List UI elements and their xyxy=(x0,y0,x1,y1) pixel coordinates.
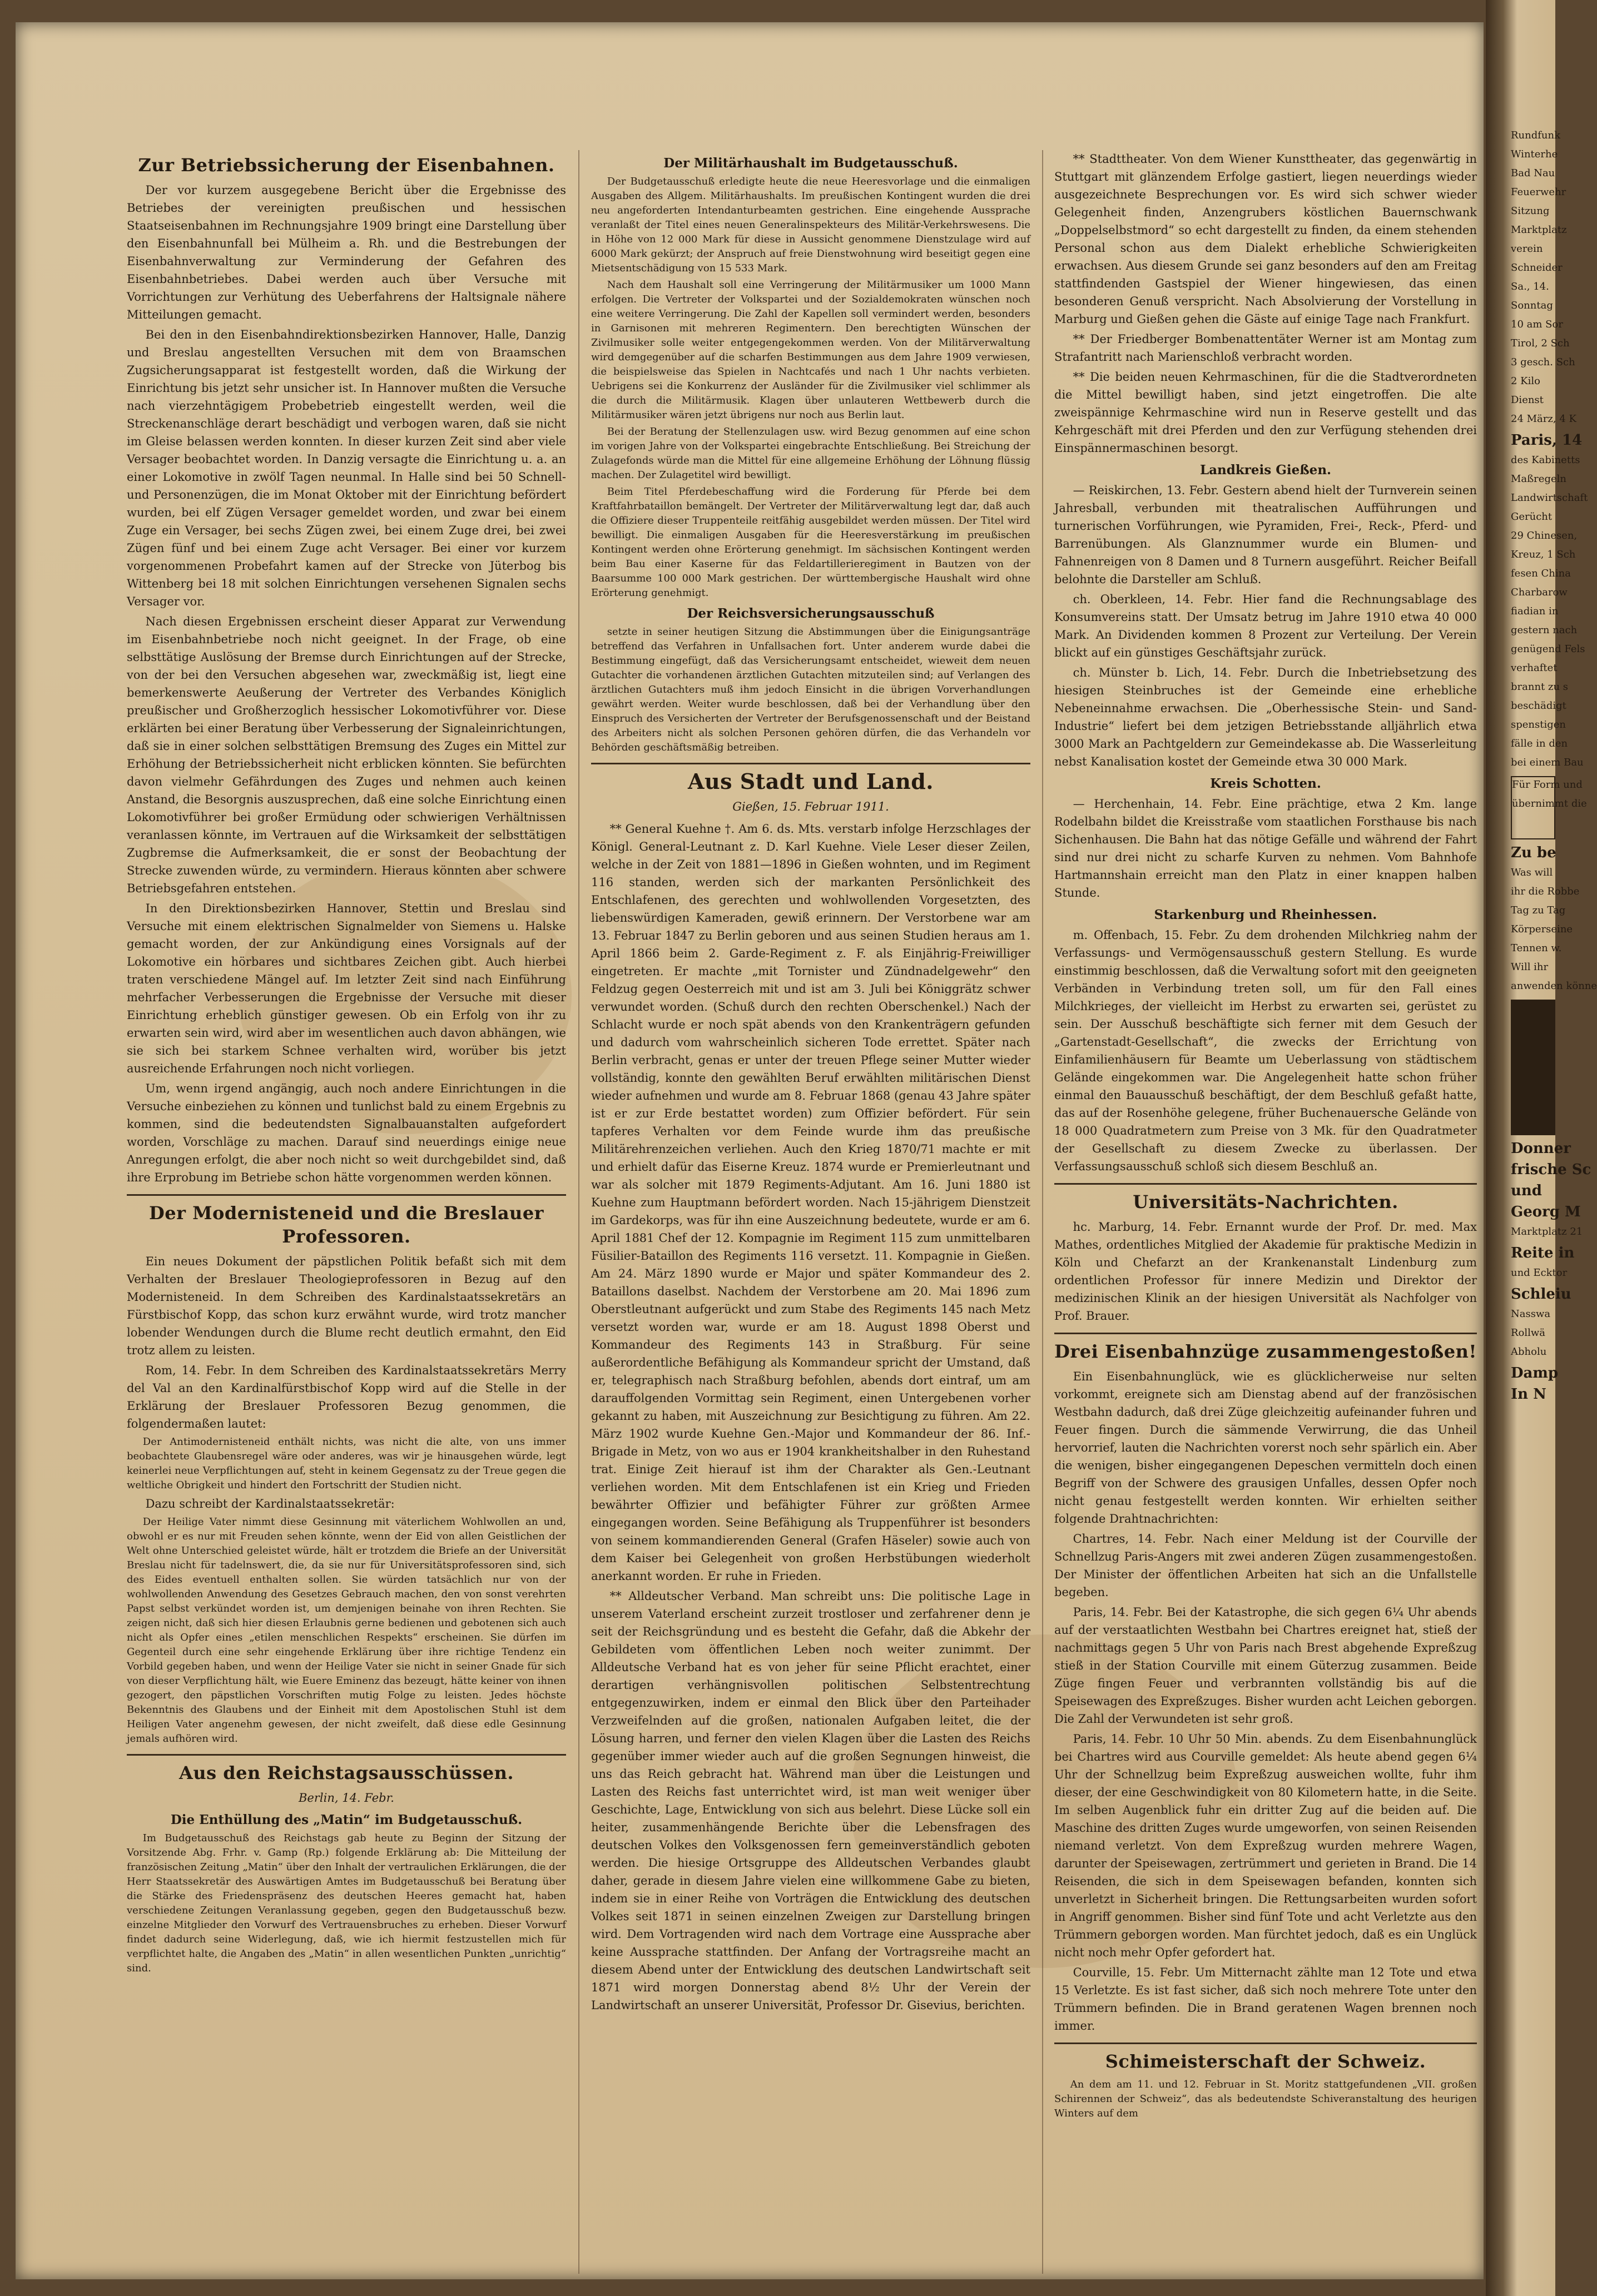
edge-line: Gerücht xyxy=(1511,511,1553,523)
column-2 xyxy=(591,150,1030,2274)
article-paragraph: Dazu schreibt der Kardinalstaatssekretär: xyxy=(145,1497,395,1510)
article-paragraph: — Herchenhain, 14. Febr. Eine prächtige, etwa 2 Km. lange Rodelbahn bildet die Kreisstraße vom staatlichen Forsthause bis nach Sichenhausen. Die Bahn hat das nötige Gefälle und während der Fahrt sind nur drei nicht zu scharfe Kurven zu nehmen. Vom Bahnhofe Hartmannshain erreicht man den Platz in einer knappen halben Stunde. xyxy=(1054,797,1477,899)
section-headline: Universitäts-Nachrichten. xyxy=(1133,1191,1398,1212)
edge-ad-text: und xyxy=(1511,1182,1542,1199)
edge-line: Abholu xyxy=(1511,1346,1547,1358)
section-starkenburg xyxy=(1054,906,1477,1175)
section-divider xyxy=(1054,2042,1477,2044)
edge-line: ihr die Robbe xyxy=(1511,886,1580,897)
article-paragraph: Ein neues Dokument der päpstlichen Politik befaßt sich mit dem Verhalten der Breslauer Theologieprofessoren in Bezug auf den Modernisteneid. In dem Schreiben des Kardinalstaatssekretärs an Fürstbischof Kopp, das schon kurz erwähnt wurde, wird trotz mancher lobender Wendungen durch die Blume recht deutlich ermahnt, den Eid trotz allem zu leisten. xyxy=(127,1255,566,1357)
edge-line: und Ecktor xyxy=(1511,1267,1568,1279)
edge-line: Tag zu Tag xyxy=(1511,905,1566,916)
section-divider xyxy=(1054,1333,1477,1334)
edge-line: Feuerwehr xyxy=(1511,186,1566,198)
edge-line: 2 Kilo xyxy=(1511,375,1540,387)
section-dateline: Gießen, 15. Februar 1911. xyxy=(732,800,889,813)
edge-line: 3 gesch. Sch xyxy=(1511,356,1575,368)
edge-line: Marktplatz 21 xyxy=(1511,1226,1583,1238)
article-paragraph: Bei der Beratung der Stellenzulagen usw. wird Bezug genommen auf eine schon im vorigen Jahre von der Volkspartei eingebrachte Entschließung. Bei Streichung der Zulagefonds würde man die Mittel für eine allgemeine Erhöhung der Löhnung flüssig machen. Der Zulagetitel wird bewilligt. xyxy=(591,426,1030,481)
article-headline: Der Modernisteneid und die Breslauer Professoren. xyxy=(148,1202,544,1247)
edge-line: übernimmt die xyxy=(1512,798,1587,809)
edge-line: Rundfunk xyxy=(1511,130,1561,141)
article-paragraph: Rom, 14. Febr. In dem Schreiben des Kardinalstaatssekretärs Merry del Val an den Kardinalfürstbischof Kopp wird auf die Stelle in der Erklärung der Breslauer Professoren Bezug genommen, die folgendermaßen lautet: xyxy=(127,1364,566,1430)
article-paragraph: — Reiskirchen, 13. Febr. Gestern abend hielt der Turnverein seinen Jahresball, verbunden mit theatralischen Aufführungen und turnerischen Vorführungen, wie Pyramiden, Frei-, Reck-, Pferd- und Barrenübungen. Als Glanznummer wurde ein Blumen- und Fahnenreigen von 8 Damen und 8 Turnern ausgeführt. Reicher Beifall belohnte die Darsteller am Schluß. xyxy=(1054,484,1477,586)
edge-line: Dienst xyxy=(1511,394,1544,406)
article-paragraph: Der Budgetausschuß erledigte heute die neue Heeresvorlage und die einmaligen Ausgaben des Allgem. Militärhaushalts. Im preußischen Kontingent wurden die drei neu angeforderten Intendanturbeamten gestrichen. Eine eingehende Aussprache veranlaßt der Titel eines neuen Generalinspekteurs des Militär-Verkehrswesens. Die in Höhe von 12 000 Mark für diese in Aussicht genommene Dienstzulage wird auf 6000 Mark gekürzt; der Anspruch auf freie Dienstwohnung wird beseitigt gegen eine Mietsentschädigung von 15 533 Mark. xyxy=(591,176,1030,274)
edge-ad-box xyxy=(1511,776,1587,839)
section-kreis-schotten xyxy=(1054,775,1477,902)
edge-line: Tennen w. xyxy=(1511,942,1562,954)
edge-line: Körperseine xyxy=(1511,923,1573,935)
section-subheadline: Kreis Schotten. xyxy=(1210,776,1321,791)
article-headline: Zur Betriebssicherung der Eisenbahnen. xyxy=(138,155,555,176)
article-reichsversicherung xyxy=(591,605,1030,755)
edge-line: Für Form und xyxy=(1512,779,1583,791)
newspaper-page xyxy=(16,22,1484,2279)
edge-line: Will ihr xyxy=(1511,961,1549,973)
article-eisenbahnzuege xyxy=(1054,1340,1477,2035)
edge-ad-illustration xyxy=(1511,1000,1555,1135)
edge-line: Landwirtschaft xyxy=(1511,492,1588,504)
edge-line: Marktplatz xyxy=(1511,224,1567,236)
article-quote: Der Antimodernisteneid enthält nichts, was nicht die alte, von uns immer beobachtete Glaubensregel wäre oder anderes, was wir je hinausgehen würde, legt keinerlei neue Verpflichtungen auf, steht in keinem Gegensatz zu der Treue gegen die weltliche Obrigkeit und hindert den Fortschritt der Studien nicht. xyxy=(127,1436,566,1491)
article-paragraph: Beim Titel Pferdebeschaffung wird die Forderung für Pferde bei dem Kraftfahrbataillon bemängelt. Der Vertreter der Militärverwaltung legt dar, daß auch die Offiziere dieser Truppenteile reitfähig ausgebildet werden müssen. Der Titel wird bewilligt. Die einmaligen Ausgaben für die Heeresverstärkung im preußischen Kontingent werden ohne Erörterung genehmigt. Im sächsischen Kontingent werden beim Bau einer Kaserne für das Feldartillerieregiment in Bautzen von der Baarsumme 100 000 Mark gestrichen. Der württembergische Haushalt wird ohne Erörterung genehmigt. xyxy=(591,486,1030,599)
article-paragraph: An dem am 11. und 12. Februar in St. Moritz stattgefundenen „VII. großen Schirennen der Schweiz“, das als bedeutendste Schiveranstaltung des heurigen Winters auf dem xyxy=(1054,2079,1477,2119)
section-divider xyxy=(127,1194,566,1196)
section-subheadline: Landkreis Gießen. xyxy=(1199,463,1332,478)
article-paragraph: ** Die beiden neuen Kehrmaschinen, für die die Stadtverordneten die Mittel bewilligt haben, sind jetzt eingetroffen. Die alte zweispännige Kehrmaschine wird nun in Reserve gestellt und das Kehrgeschäft mit drei Pferden und den zur Verfügung stehenden drei Einspännermaschinen besorgt. xyxy=(1054,370,1477,455)
article-subheadline: Die Enthüllung des „Matin“ im Budgetausschuß. xyxy=(170,1812,523,1827)
edge-line: Winterhe xyxy=(1511,148,1558,160)
edge-line: gestern nach xyxy=(1511,624,1578,636)
edge-line: Sa., 14. xyxy=(1511,281,1549,292)
edge-headline: Paris, 14 xyxy=(1511,432,1583,449)
article-modernisteneid xyxy=(127,1201,566,1746)
local-notes xyxy=(1054,150,1477,457)
article-paragraph: Der vor kurzem ausgegebene Bericht über die Ergebnisse des Betriebes der vereinigten preußischen und hessischen Staatseisenbahnen im Rechnungsjahre 1909 bringt eine Darstellung über den Eisenbahnunfall bei Mülheim a. Rh. und die Bestrebungen der Eisenbahnverwaltung zur Verminderung der Gefahren des Eisenbahnbetriebes. Dabei werden auch über Versuche mit Vorrichtungen zur Verhütung des Ueberfahrens der Haltsignale nähere Mitteilungen gemacht. xyxy=(127,183,566,321)
edge-line: 10 am Sor xyxy=(1511,319,1563,330)
article-paragraph: Ein Eisenbahnunglück, wie es glücklicherweise nur selten vorkommt, ereignete sich am Dienstag abend auf der französischen Westbahn dadurch, daß drei Züge gleichzeitig aufeinander fuhren und Feuer fingen. Durch die sämmende Verwirrung, die das Unheil hervorrief, lauten die Nachrichten vorerst noch sehr spärlich ein. Aber die wenigen, bisher eingegangenen Depeschen vermitteln doch einen Begriff von der Schwere des grausigen Unfalles, dessen Opfer noch nicht genau festgestellt werden konnten. Wir erhielten seither folgende Drahtnachrichten: xyxy=(1054,1370,1477,1525)
article-headline: Aus den Reichstagsausschüssen. xyxy=(178,1762,514,1783)
article-paragraph: hc. Marburg, 14. Febr. Ernannt wurde der Prof. Dr. med. Max Mathes, ordentliches Mitglied der Akademie für praktische Medizin in Köln und Chefarzt an der Krankenanstalt Lindenburg zum ordentlichen Professor für innere Medizin und Direktor der medizinischen Klinik an der hiesigen Universität als Nachfolger von Prof. Brauer. xyxy=(1054,1220,1477,1323)
edge-line: bei einem Bau xyxy=(1511,757,1584,768)
edge-ad-text: Damp xyxy=(1511,1365,1559,1381)
article-paragraph: Chartres, 14. Febr. Nach einer Meldung ist der Courville der Schnellzug Paris-Angers mit zwei anderen Zügen zusammengestoßen. Der Minister der öffentlichen Arbeiten hat sich an die Unfallstelle begeben. xyxy=(1054,1532,1477,1599)
article-subheadline: Der Militärhaushalt im Budgetausschuß. xyxy=(663,156,958,171)
article-paragraph: Um, wenn irgend angängig, auch noch andere Einrichtungen in die Versuche einbeziehen zu können und tunlichst bald zu einem Ergebnis zu kommen, sind die bedeutendsten Signalbauanstalten aufgefordert worden, Vorschläge zu machen. Darauf sind neuerdings einige neue Anregungen erfolgt, die aber noch nicht so weit durchgebildet sind, daß ihre Erprobung im Betriebe schon hätte vorgenommen werden können. xyxy=(127,1082,566,1184)
article-paragraph: ** General Kuehne †. Am 6. ds. Mts. verstarb infolge Herzschlages der Königl. General-Leutnant z. D. Karl Kuehne. Viele Leser dieser Zeilen, welche in der Zeit von 1881—1896 in Gießen wohnten, und im Regiment 116 standen, werden sich der markanten Persönlichkeit des Entschlafenen, des gerechten und wohlwollenden Vorgesetzten, des liebenswürdigen Kameraden, gewiß erinnern. Der Verstorbene war am 13. Februar 1847 zu Berlin geboren und aus seinen Studien heraus am 1. April 1866 beim 2. Garde-Regiment z. F. als Einjährig-Freiwilliger eingetreten. Er machte „mit Tornister und Zündnadelgewehr“ den Feldzug gegen Oesterreich mit und ist am 3. Juli bei Königgrätz schwer verwundet worden. (Schuß durch den rechten Oberschenkel.) Nach der Schlacht wurde er noch spät abends von den Krankenträgern gefunden und dadurch vom wahrscheinlich sicheren Tode errettet. Später nach Berlin verbracht, genas er unter der treuen Pflege seiner Mutter wieder vollständig, konnte den gewählten Beruf erwählten militärischen Dienst wieder aufnehmen und wurde am 8. Februar 1868 (genau 43 Jahre später ist er zur Erde bestattet worden) zum Offizier befördert. Für sein tapferes Verhalten vor dem Feinde wurde ihm das preußische Militärehrenzeichen verliehen. Auch den Krieg 1870/71 machte er mit und erhielt dafür das Eiserne Kreuz. 1874 wurde er Premierleutnant und war als solcher mit 1879 Regiments-Adjutant. Am 16. Juni 1880 ist Kuehne zum Hauptmann befördert worden. Nach 15-jährigem Dienstzeit im Gardekorps, was für ihn eine Auszeichnung bedeutete, wurde er am 6. April 1881 Chef der 12. Kompagnie im Regiment 115 zum unmittelbaren Füsilier-Bataillon des Regiments 116 versetzt. 11. Kompagnie in Gießen. Am 24. März 1890 wurde er Major und später Kommandeur des 2. Bataillons daselbst. Nachdem der Verstorbene am 20. Mai 1896 zum Oberstleutnant aufgerückt und zum Stabe des Regiments 145 nach Metz versetzt worden war, wurde er am 18. August 1898 Oberst und Kommandeur des Regiments 143 in Straßburg. Für seine außerordentliche Befähigung als Kommandeur spricht der Umstand, daß er, telegraphisch nach Straßburg befohlen, abends dort eintraf, um am darauffolgenden Vormittag sein Regiment, einen Untergebenen vorher gekannt zu haben, mit Auszeichnung zur Besichtigung zu führen. Am 22. März 1902 wurde Kuehne Gen.-Major und Kommandeur der 86. Inf.-Brigade in Metz, von wo aus er 1904 krankheitshalber in den Ruhestand trat. Einige Zeit hierauf ist ihm der Charakter als Gen.-Leutnant verliehen worden. Mit dem Entschlafenen ist ein Krieg und Frieden bewährter Offizier und befähigter Führer zur größten Armee eingegangen worden. Seine Befähigung als Truppenführer ist besonders von seinem kommandierenden General (Grafen Häseler) sowie auch von dem Kaiser bei Gelegenheit von großen Herbstübungen wiederholt anerkannt worden. Er ruhe in Frieden. xyxy=(591,822,1030,1583)
adjacent-page-edge xyxy=(1486,0,1597,2296)
edge-line: fesen China xyxy=(1511,568,1571,579)
edge-ad-text: frische Sc xyxy=(1511,1161,1591,1178)
article-paragraph: Courville, 15. Febr. Um Mitternacht zählte man 12 Tote und etwa 15 Verletzte. Es ist fast sicher, daß sich noch mehrere Tote unter den Trümmern befinden. Die in Brand geratenen Wagen brennen noch immer. xyxy=(1054,1966,1477,2032)
adjacent-page-text xyxy=(1511,128,1597,1407)
article-paragraph: ch. Oberkleen, 14. Febr. Hier fand die Rechnungsablage des Konsumvereins statt. Der Umsatz betrug im Jahre 1910 etwa 40 000 Mark. An Dividenden kommen 8 Prozent zur Verteilung. Der Verein blickt auf ein günstiges Geschäftsjahr zurück. xyxy=(1054,593,1477,659)
article-paragraph: Paris, 14. Febr. Bei der Katastrophe, die sich gegen 6¼ Uhr abends auf der verstaatlichten Westbahn bei Chartres ereignet hat, stieß der nachmittags gegen 5 Uhr von Paris nach Brest abgehende Expreßzug stieß in der Station Courville mit einem Güterzug zusammen. Beide Züge fingen Feuer und verbrannten vollständig bis auf die Speisewagen des Expreßzuges. Bisher wurden acht Leichen geborgen. Die Zahl der Verwundeten ist sehr groß. xyxy=(1054,1606,1477,1726)
edge-line: fälle in den xyxy=(1511,738,1568,749)
article-paragraph: Bei den in den Eisenbahndirektionsbezirken Hannover, Halle, Danzig und Breslau angestellten Versuchen mit dem von Braamschen Zugsicherungsapparat ist festgestellt worden, daß die Wirkung der Einrichtung bis jetzt sehr unsicher ist. In Hannover mußten die Versuche nach vierzehntägigem Probebetrieb eingestellt werden, weil die Streckenanschläge derart beschädigt und verbogen waren, daß sie nicht im Gleise belassen werden konnten. In dieser kurzen Zeit sind aber viele Versager beobachtet worden. In Danzig versagte die Einrichtung u. a. an einer Lokomotive in zwölf Tagen neunmal. In Halle sind bei 50 Schnell- und Personenzügen, die im Monat Oktober mit der Einrichtung befördert wurden, bei elf Zügen Versager gemeldet worden, und zwar bei einem Zuge ein Versager, bei sechs Zügen zwei, bei einem Zuge drei, bei zwei Zügen fünf und bei einem Zuge acht Versager. Bei einer vor kurzem vorgenommenen Probefahrt kamen auf der Strecke von Jüterbog bis Wittenberg bei 18 mit solchen Einrichtungen versehenen Signalen sechs Versager vor. xyxy=(127,328,566,608)
column-rule xyxy=(578,150,579,2274)
article-subheadline: Der Reichsversicherungsausschuß xyxy=(687,606,935,621)
article-betriebssicherung xyxy=(127,153,566,1186)
edge-ad-text: Georg M xyxy=(1511,1204,1581,1220)
edge-line: Sitzung xyxy=(1511,205,1550,217)
edge-line: beschädigt xyxy=(1511,700,1566,712)
article-militaerhaushalt xyxy=(591,155,1030,600)
column-3 xyxy=(1054,150,1477,2274)
section-divider xyxy=(591,763,1030,764)
article-paragraph: ** Der Friedberger Bombenattentäter Werner ist am Montag zum Strafantritt nach Marienschloß verbracht worden. xyxy=(1054,332,1477,364)
edge-line: Tirol, 2 Sch xyxy=(1511,337,1570,349)
edge-line: Kreuz, 1 Sch xyxy=(1511,549,1576,560)
edge-line: des Kabinetts xyxy=(1511,454,1580,466)
article-paragraph: Paris, 14. Febr. 10 Uhr 50 Min. abends. Zu dem Eisenbahnunglück bei Chartres wird aus Courville gemeldet: Als heute abend gegen 6¼ Uhr der Schnellzug beim Expreßzug ausweichen wollte, fuhr ihm dieser, der eine Geschwindigkeit von 80 Kilometern hatte, in die Seite. Im selben Augenblick fuhr ein dritter Zug auf die beiden auf. Die Maschine des dritten Zuges wurde umgeworfen, von seinen Reisenden niemand verletzt. Von dem Expreßzug wurden mehrere Wagen, darunter der Speisewagen, zertrümmert und gerieten in Brand. Die 14 Reisenden, die sich in dem Speisewagen befanden, konnten sich unverletzt in Sicherheit bringen. Die Rettungsarbeiten wurden sofort in Angriff genommen. Bisher sind fünf Tote und acht Verletzte aus den Trümmern geborgen worden. Man fürchtet jedoch, daß es ein Unglück nicht noch mehr Opfer gefordert hat. xyxy=(1054,1732,1477,1959)
edge-line: verein xyxy=(1511,243,1543,255)
edge-ad-text: In N xyxy=(1511,1386,1546,1403)
edge-ad-text: Donner xyxy=(1511,1140,1571,1157)
section-divider xyxy=(127,1754,566,1756)
edge-line: Rollwä xyxy=(1511,1327,1546,1339)
edge-line: spenstigen xyxy=(1511,719,1566,730)
article-reichstagsausschuesse xyxy=(127,1761,566,1976)
article-schimeisterschaft xyxy=(1054,2050,1477,2121)
article-paragraph: Nach dem Haushalt soll eine Verringerung der Militärmusiker um 1000 Mann erfolgen. Die Vertreter der Volkspartei und der Sozialdemokraten wünschen noch eine weitere Verringerung. Die Zahl der Kapellen soll vermindert werden, besonders in Garnisonen mit mehreren Regimentern. Den berechtigten Wünschen der Zivilmusiker solle weiter entgegengekommen werden. Von der Militärverwaltung wird demgegenüber auf die scharfen Bestimmungen aus dem Jahre 1909 verwiesen, die beispielsweise das Spielen in Nachtcafés und nach 1 Uhr nachts verbieten. Uebrigens sei die Konkurrenz der Ausländer für die Zivilmusiker viel schlimmer als die durch die Militärmusik. Klagen über unlauteren Wettbewerb durch die Militärmusiker wären jetzt übrigens nur noch aus Berlin laut. xyxy=(591,279,1030,421)
edge-line: fiadian in xyxy=(1511,605,1559,617)
edge-line: 24 März, 4 K xyxy=(1511,413,1576,425)
article-headline: Schimeisterschaft der Schweiz. xyxy=(1105,2051,1426,2072)
edge-line: brannt zu s xyxy=(1511,681,1569,693)
article-paragraph: setzte in seiner heutigen Sitzung die Abstimmungen über die Einigungsanträge betreffend das Verfahren in Unfallsachen fort. Unter anderem wurde dabei die Bestimmung eingefügt, daß das Versicherungsamt entscheidet, wieweit dem neuen Gutachter die vorhandenen ärztlichen Gutachten mitzuteilen sind; auf Verlangen des ärztlichen Gutachters muß ihm jedoch Einsicht in die übrigen Vorverhandlungen gewährt werden. Weiter wurde beschlossen, daß bei der Verhandlung über den Einspruch des Versicherten der Vertreter der Berufsgenossenschaft und der Beistand des Arbeiters nicht als solchen Personen gehören dürfen, die das Verhandeln vor Behörden geschäftsmäßig betreiben. xyxy=(591,626,1030,753)
edge-line: anwenden könne xyxy=(1511,980,1597,992)
section-subheadline: Starkenburg und Rheinhessen. xyxy=(1154,907,1377,922)
edge-line: Charbarow xyxy=(1511,587,1568,598)
edge-line: verhaftet xyxy=(1511,662,1558,674)
article-paragraph: ** Stadttheater. Von dem Wiener Kunsttheater, das gegenwärtig in Stuttgart mit glänzendem Erfolge gastiert, liegen neuerdings wieder ausgezeichnete Besprechungen vor. Es wird sich schwer wieder Gelegenheit finden, Anzengrubers köstlichen Bauernschwank „Doppelselbstmord“ so echt dargestellt zu finden, da einem stehenden Personal schon aus dem Dialekt erhebliche Schwierigkeiten erwachsen. Aus diesem Grunde sei ganz besonders auf den am Freitag stattfindenden Gastspiel der Wiener hingewiesen, das einen besonderen Genuß verspricht. Nach Absolvierung der Vorstellung in Marburg und Gießen gehen die Gäste auf einige Tage nach Frankfurt. xyxy=(1054,152,1477,326)
section-divider xyxy=(1054,1183,1477,1185)
edge-headline: Zu be xyxy=(1511,844,1556,861)
article-dateline: Berlin, 14. Febr. xyxy=(299,1791,394,1805)
edge-line: 29 Chinesen, xyxy=(1511,530,1578,541)
section-universitaet xyxy=(1054,1190,1477,1325)
section-landkreis-giessen xyxy=(1054,461,1477,771)
edge-line: Bad Nau xyxy=(1511,167,1555,179)
article-quote: Der Heilige Vater nimmt diese Gesinnung mit väterlichem Wohlwollen an und, obwohl er es nur mit Freuden sehen könnte, wenn der Eid von allen Geistlichen der Welt ohne Unterschied geleistet würde, hält er trotzdem die Briefe an der Universität Breslau nicht für tadelnswert, die, da sie nur für Universitätsprofessoren sind, sich des Eides eventuell enthalten sollen. Sie würden tatsächlich nur von der wohlwollenden Anwendung des Gesetzes Gebrauch machen, den von sonst verehrten Papst selbst verkündet worden ist, um demjenigen beinahe von ihren Rechten. Sie zeigen nicht, daß sich hier diesen Erlaubnis gerne bedienen und gebotenen sich auch nicht als Opfer eines „etilen menschlichen Respekts“ erscheinen. Sie dürfen im Gegenteil durch eine sehr eingehende Erklärung über ihre richtige Tendenz ein Vorbild gegeben haben, und wenn der Heilige Vater sie nicht in seiner Gnade für sich von dieser Verpflichtung hält, wie Euere Eminenz das bezeugt, hätte keiner von ihnen gezogert, den päpstlichen Vorschriften mutig Folge zu leisten. Jedes höchste Bekenntnis des Glaubens und der Einheit mit dem Apostolischen Stuhl ist dem Heiligen Vater angenehm gewesen, der nicht zweifelt, daß diese edle Gesinnung jemals aufhören wird. xyxy=(127,1516,566,1745)
article-paragraph: ** Alldeutscher Verband. Man schreibt uns: Die politische Lage in unserem Vaterland erscheint zurzeit trostloser und zerfahrener denn je seit der Reichsgründung und es besteht die Gefahr, daß die Abkehr der Gebildeten vom öffentlichen Leben noch weiter zunimmt. Der Alldeutsche Verband hat es von jeher für seine Pflicht erachtet, einer derartigen verhängnisvollen politischen Selbstentrechtung entgegenzuwirken, indem er einmal den Blick über den Parteihader Verzweifelnden auf die großen, nationalen Aufgaben leitet, die der Lösung harren, und ferner den vielen Klagen über die Lasten des Reichs gegenüber immer wieder auch auf die großen Segnungen hinweist, die uns das Reich gebracht hat. Während man über die Leistungen und Lasten des Reichs fast unterrichtet wird, ist man weit weniger über Geschichte, Lage, Entwicklung von sich aus belehrt. Diese Lücke soll ein heiter, zusammenhängende Berichte über die Lebensfragen des deutschen Volkes den Volksgenossen fern gemeinverständlich geboten werden. Die hiesige Ortsgruppe des Alldeutschen Verbandes glaubt daher, gerade in diesem Jahre vielen eine willkommene Gabe zu bieten, indem sie in einer Reihe von Vorträgen die Entwicklung des deutschen Volkes seit 1871 in seinen einzelnen Zweigen zur Darstellung bringen wird. Dem Vortragenden wird nach dem Vortrage eine Aussprache aber keine Aussprache stattfinden. Der Anfang der Vortragsreihe macht an diesem Abend unter der Entwicklung des deutschen Landwirtschaft seit 1871 wird morgen Donnerstag abend 8½ Uhr der Verein der Landwirtschaft an unserer Universität, Professor Dr. Gisevius, berichten. xyxy=(591,1589,1030,2012)
edge-ad-text: Reite in xyxy=(1511,1245,1575,1261)
article-paragraph: ch. Münster b. Lich, 14. Febr. Durch die Inbetriebsetzung des hiesigen Steinbruches ist der Gemeinde eine erhebliche Nebeneinnahme erwachsen. Die „Oberhessische Stein- und Sand-Industrie“ liefert bei dem jetzigen Betriebsstande alljährlich etwa 3000 Mark an Pachtgeldern zur Gemeindekasse ab. Die Wasserleitung nebst Kanalisation kostet der Gemeinde etwa 30 000 Mark. xyxy=(1054,666,1477,768)
edge-line: Schneider xyxy=(1511,262,1563,274)
edge-line: Sonntag xyxy=(1511,300,1553,311)
article-paragraph: Im Budgetausschuß des Reichstags gab heute zu Beginn der Sitzung der Vorsitzende Abg. Frhr. v. Gamp (Rp.) folgende Erklärung ab: Die Mitteilung der französischen Zeitung „Matin“ über den Inhalt der vertraulichen Erklärungen, die der Herr Staatssekretär des Auswärtigen Amtes im Budgetausschuß bei Beratung über die Stärke des Friedenspräsenz des deutschen Heeres gemacht hat, haben verschiedene Zeitungen Veranlassung gegeben, gegen den Budgetausschuß bezw. einzelne Mitglieder den Vorwurf des Vertrauensbruches zu erheben. Dieser Vorwurf findet dadurch seine Widerlegung, daß, wie ich hiermit festzustellen mich für verpflichtet halte, die Angaben des „Matin“ in allen wesentlichen Punkten „unrichtig“ sind. xyxy=(127,1832,566,1974)
article-paragraph: Nach diesen Ergebnissen erscheint dieser Apparat zur Verwendung im Eisenbahnbetriebe noch nicht geeignet. In der Frage, ob eine selbsttätige Auslösung der Bremse durch Einrichtungen auf der Strecke, von der bei den Versuchen abgesehen war, zweckmäßig ist, liegt eine bemerkenswerte Aeußerung der Vertreter des Verbandes Königlich preußischer und Großherzoglich hessischer Lokomotivführer vor. Diese erklärten bei einer Beratung über Verbesserung der Signaleinrichtungen, daß sie in einer solchen selbsttätigen Bremsung des Zuges ein Mittel zur Erhöhung der Betriebssicherheit nicht erblicken könnten. Sie befürchten davon vielmehr Gefährdungen des Zuges und nehmen auch keinen Anstand, die Besorgnis auszusprechen, daß eine solche Einrichtung einen Lokomotivführer bei großer Ermüdung oder schwierigen Verhältnissen veranlassen könnte, im Vertrauen auf die Wirksamkeit der selbsttätigen Zugbremse die Aufmerksamkeit, die er sonst der Beobachtung der Strecke zuwenden würde, zu vermindern. Hieraus könnten aber schwere Betriebsgefahren entstehen. xyxy=(127,615,566,895)
article-paragraph: m. Offenbach, 15. Febr. Zu dem drohenden Milchkrieg nahm der Verfassungs- und Vermögensausschuß gestern Stellung. Es wurde einstimmig beschlossen, daß die Verwaltung sofort mit den geeigneten Verbänden in Verbindung treten soll, um für den Fall eines Milchkrieges, der vielleicht im Herbst zu erwarten sei, gerüstet zu sein. Der Ausschuß beschäftigte sich ferner mit dem Gesuch der „Gartenstadt-Gesellschaft“, die zwecks der Errichtung von Einfamilienhäusern für Beamte um Ueberlassung von städtischem Gelände eingekommen war. Die Angelegenheit hatte schon früher einmal den Bauausschuß beschäftigt, der dem Beschluß gefaßt hatte, das auf der Rosenhöhe gelegene, früher Buchenauersche Gelände von 18 000 Quadratmetern zum Preise von 3 Mk. für den Quadratmeter der Gesellschaft zu diesem Zwecke zu überlassen. Der Verfassungsausschuß schloß sich diesem Beschluß an. xyxy=(1054,928,1477,1173)
article-headline: Drei Eisenbahnzüge zusammengestoßen! xyxy=(1054,1341,1477,1362)
article-paragraph: In den Direktionsbezirken Hannover, Stettin und Breslau sind Versuche mit einem elektrischen Signalmelder von Siemens u. Halske gemacht worden, der zur Ankündigung eines Vorsignals auf der Lokomotive ein hörbares und sichtbares Zeichen gibt. Auch hierbei traten verschiedene Mängel auf. Im letzter Zeit sind nach Einführung mehrfacher Verbesserungen die Ergebnisse der Versuche mit dieser Einrichtung erheblich günstiger gewesen. Ob ein Erfolg von ihr zu erwarten sein wird, wird aber im wesentlichen auch davon abhängen, wie sie sich bei starkem Schnee verhalten wird, worüber bis jetzt ausreichende Erfahrungen noch nicht vorliegen. xyxy=(127,902,566,1075)
edge-line: Nasswa xyxy=(1511,1308,1551,1320)
edge-line: Was will xyxy=(1511,867,1553,878)
edge-line: Maßregeln xyxy=(1511,473,1566,485)
section-stadt-und-land xyxy=(591,770,1030,2014)
edge-ad-text: Schleiu xyxy=(1511,1286,1571,1303)
section-headline: Aus Stadt und Land. xyxy=(687,769,934,794)
edge-line: genügend Fels xyxy=(1511,643,1585,655)
column-rule xyxy=(1042,150,1043,2274)
column-1 xyxy=(127,150,566,2274)
